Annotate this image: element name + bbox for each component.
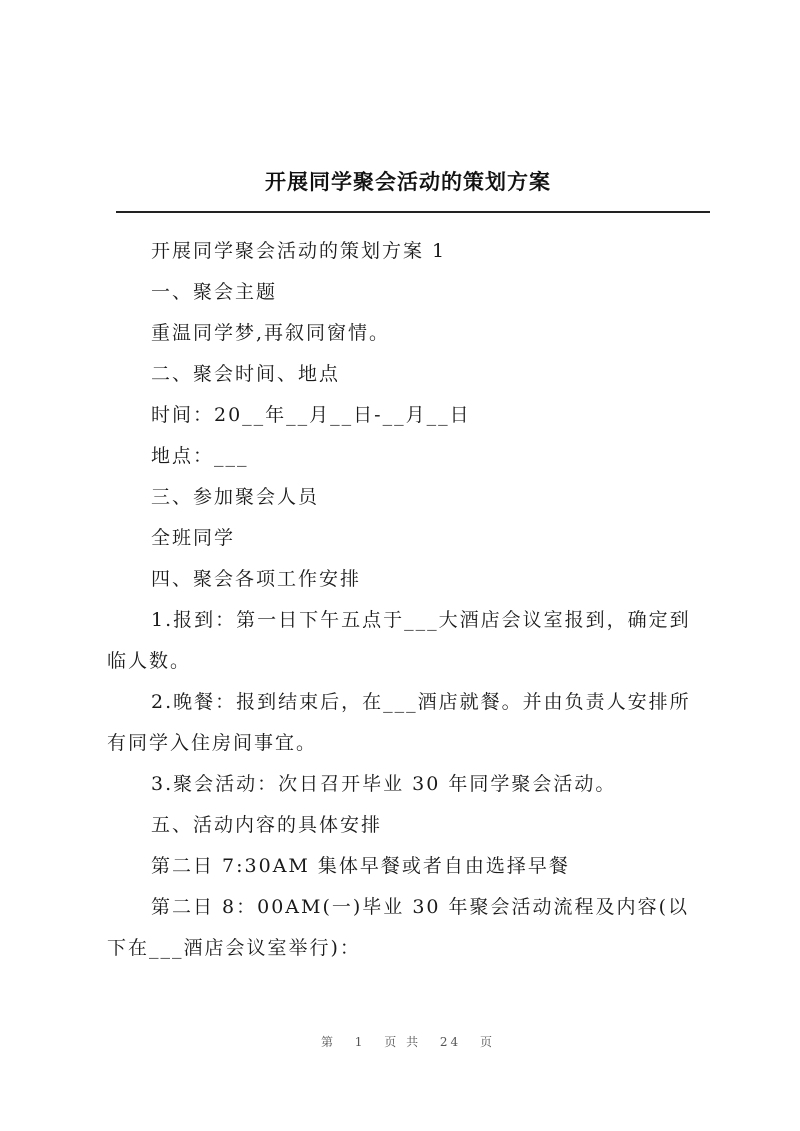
paragraph: 全班同学	[151, 527, 236, 549]
title-divider	[116, 211, 710, 213]
paragraph: 重温同学梦,再叙同窗情。	[151, 322, 391, 344]
paragraph: 1.报到：第一日下午五点于___大酒店会议室报到，确定到临人数。	[107, 609, 691, 672]
paragraph: 第二日 7:30AM 集体早餐或者自由选择早餐	[151, 855, 570, 877]
paragraph: 2.晚餐：报到结束后，在___酒店就餐。并由负责人安排所有同学入住房间事宜。	[107, 691, 691, 754]
paragraph: 3.聚会活动：次日召开毕业 30 年同学聚会活动。	[151, 773, 617, 795]
paragraph: 地点：___	[151, 445, 249, 467]
section-heading: 五、活动内容的具体安排	[151, 814, 383, 836]
paragraph: 开展同学聚会活动的策划方案 1	[151, 240, 447, 262]
footer-middle: 页 共	[384, 1035, 422, 1049]
section-heading: 一、聚会主题	[151, 281, 278, 303]
document-body	[107, 231, 707, 969]
section-heading: 四、聚会各项工作安排	[151, 568, 362, 590]
document-title: 开展同学聚会活动的策划方案	[265, 170, 551, 194]
footer-current-page: 1	[354, 1035, 366, 1049]
footer-suffix: 页	[480, 1035, 496, 1049]
section-heading: 二、聚会时间、地点	[151, 363, 341, 385]
section-heading: 三、参加聚会人员	[151, 486, 320, 508]
footer-total-pages: 24	[439, 1035, 462, 1049]
page-footer	[0, 1033, 800, 1050]
paragraph: 第二日 8：00AM(一)毕业 30 年聚会活动流程及内容(以下在___酒店会议室举行)：	[107, 896, 689, 959]
paragraph: 时间：20__年__月__日-__月__日	[151, 404, 471, 426]
footer-prefix: 第	[320, 1035, 336, 1049]
